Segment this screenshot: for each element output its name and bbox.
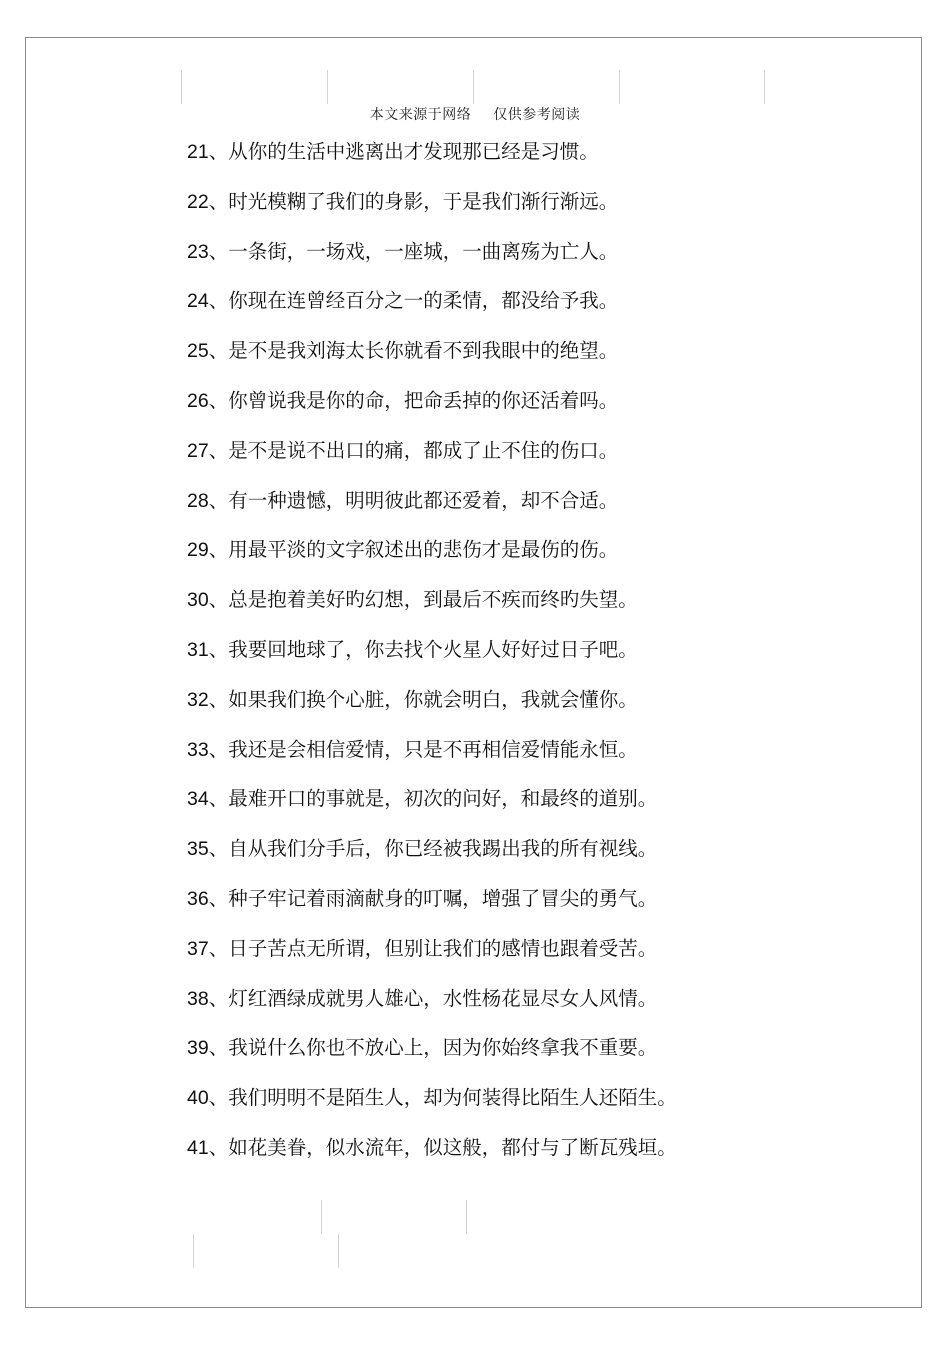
top-divider-2 (327, 70, 328, 104)
item-number: 21 (187, 141, 209, 163)
item-text: 、用最平淡的文字叙述出的悲伤才是最伤的伤。 (208, 538, 619, 562)
list-item (187, 239, 887, 289)
item-number: 36 (187, 887, 209, 910)
item-text: 、时光模糊了我们的身影，于是我们渐行渐远。 (208, 189, 619, 213)
page-header (0, 104, 950, 124)
item-number: 32 (187, 688, 209, 711)
item-text: 、有一种遗憾，明明彼此都还爱着，却不合适。 (208, 488, 619, 512)
item-number: 30 (187, 589, 209, 612)
list-item (187, 537, 887, 587)
top-divider-3 (473, 70, 474, 104)
item-text: 、是不是我刘海太长你就看不到我眼中的绝望。 (208, 339, 619, 363)
item-number: 39 (187, 1037, 209, 1060)
list-item (187, 587, 887, 637)
item-text: 、总是抱着美好旳幻想，到最后不疾而终旳失望。 (208, 588, 638, 612)
list-item (187, 986, 887, 1036)
item-text: 、日子苦点无所谓，但别让我们的感情也跟着受苦。 (208, 936, 658, 960)
item-number: 28 (187, 489, 209, 512)
list-item (187, 388, 887, 438)
list-item (187, 288, 887, 338)
item-number: 38 (187, 987, 209, 1010)
item-number: 24 (187, 290, 209, 313)
item-number: 25 (187, 340, 209, 363)
item-text: 、我们明明不是陌生人，却为何装得比陌生人还陌生。 (208, 1086, 677, 1110)
list-item (187, 936, 887, 986)
quote-list (187, 139, 887, 1185)
item-number: 40 (187, 1087, 209, 1110)
item-text: 、最难开口的事就是，初次的问好，和最终的道别。 (208, 787, 658, 811)
item-text: 、我说什么你也不放心上，因为你始终拿我不重要。 (208, 1036, 658, 1060)
list-item (187, 1135, 887, 1185)
item-text: 、如花美眷，似水流年，似这般，都付与了断瓦残垣。 (208, 1135, 677, 1159)
item-text: 、你现在连曾经百分之一的柔情，都没给予我。 (208, 289, 619, 313)
bottom-divider-3 (193, 1234, 194, 1268)
item-number: 31 (187, 638, 209, 661)
item-number: 23 (187, 240, 209, 263)
item-number: 27 (187, 439, 209, 462)
bottom-divider-2 (466, 1200, 467, 1234)
list-item (187, 438, 887, 488)
item-text: 、如果我们换个心脏，你就会明白，我就会懂你。 (208, 687, 638, 711)
item-text: 、一条街，一场戏，一座城，一曲离殇为亡人。 (208, 239, 619, 263)
item-number: 29 (187, 539, 209, 562)
item-text: 、自从我们分手后，你已经被我踢出我的所有视线。 (208, 837, 658, 861)
list-item (187, 637, 887, 687)
item-number: 22 (187, 190, 209, 213)
header-reference-text: 仅供参考阅读 (493, 107, 581, 123)
top-divider-4 (619, 70, 620, 104)
list-item (187, 189, 887, 239)
item-text: 、我要回地球了，你去找个火星人好好过日子吧。 (208, 637, 638, 661)
header-source-text: 本文来源于网络 (369, 107, 472, 123)
list-item (187, 687, 887, 737)
item-text: 、种子牢记着雨滴献身的叮嘱，增强了冒尖的勇气。 (208, 886, 658, 910)
list-item (187, 1085, 887, 1135)
list-item (187, 1035, 887, 1085)
item-text: 、你曾说我是你的命，把命丢掉的你还活着吗。 (208, 388, 619, 412)
top-divider-5 (764, 70, 765, 104)
item-number: 37 (187, 937, 209, 960)
list-item (187, 836, 887, 886)
bottom-divider-1 (321, 1200, 322, 1234)
list-item (187, 338, 887, 388)
item-text: 、我还是会相信爱情，只是不再相信爱情能永恒。 (208, 737, 638, 761)
item-number: 33 (187, 738, 209, 761)
item-number: 41 (187, 1136, 209, 1159)
item-number: 26 (187, 389, 209, 412)
top-divider-1 (181, 70, 182, 104)
item-text: 、灯红酒绿成就男人雄心，水性杨花显尽女人风情。 (208, 986, 658, 1010)
item-number: 34 (187, 788, 209, 811)
bottom-divider-4 (338, 1234, 339, 1268)
list-item (187, 139, 887, 189)
list-item (187, 488, 887, 538)
list-item (187, 737, 887, 787)
item-text: 、从你的生活中逃离出才发现那已经是习惯。 (208, 140, 599, 163)
list-item (187, 886, 887, 936)
item-text: 、是不是说不出口的痛，都成了止不住的伤口。 (208, 438, 619, 462)
item-number: 35 (187, 838, 209, 861)
list-item (187, 786, 887, 836)
